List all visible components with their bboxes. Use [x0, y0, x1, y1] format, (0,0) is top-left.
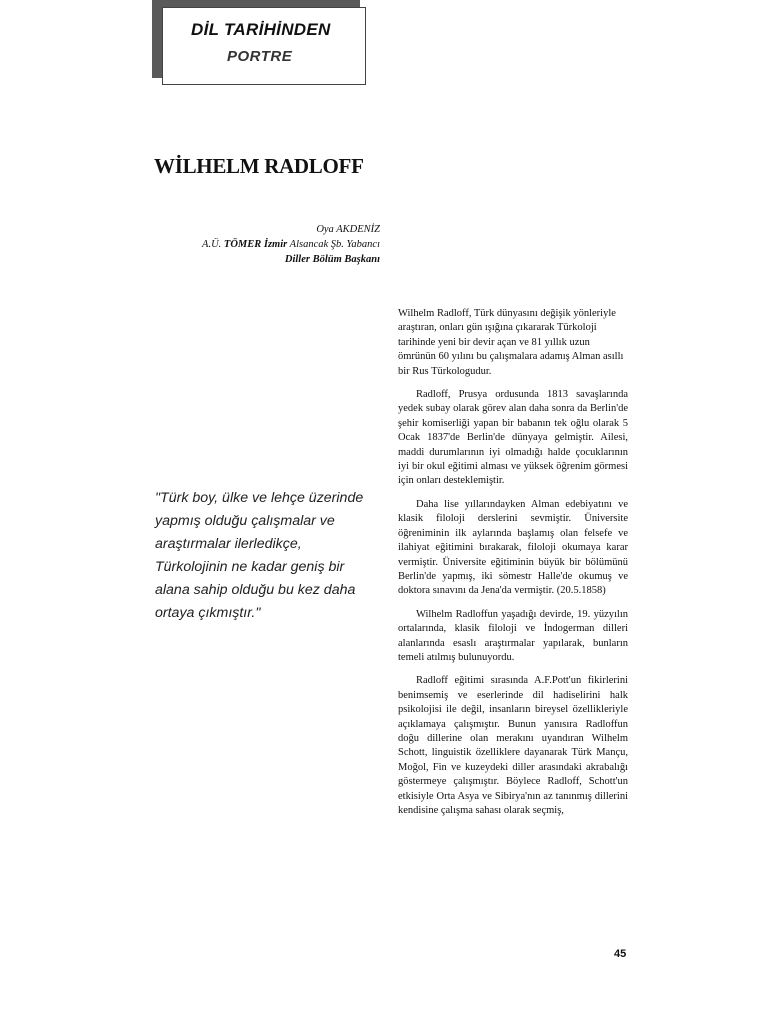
- author-affiliation-bold: TÖMER İzmir: [223, 239, 288, 250]
- author-affiliation-prefix: A.Ü.: [202, 239, 222, 250]
- section-subtitle: PORTRE: [227, 48, 293, 65]
- author-block: [140, 222, 380, 267]
- pull-quote: "Türk boy, ülke ve lehçe üzerinde yapmış olduğu çalışmalar ve araştırmalar ilerledikçe, Türkolojinin ne kadar geniş bir alana sahip olduğu bu kez daha ortaya çıkmıştır.": [155, 490, 364, 621]
- paragraph: Wilhelm Radloffun yaşadığı devirde, 19. yüzyılın ortalarında, klasik filoloji ve İndogerman dilleri alanlarında esaslı araştırmalar yapılarak, bunların temeli atılmış bulunuyordu.: [398, 608, 628, 663]
- paragraph: Wilhelm Radloff, Türk dünyasını değişik yönleriyle araştıran, onları gün ışığına çıkararak Türkoloji tarihinde yeni bir devir açan ve 81 yıllık uzun ömrünün 60 yılını bu çalışmalara adamış Alman asıllı bir Rus Türkologudur.: [398, 308, 624, 377]
- author-affiliation-rest: Alsancak Şb. Yabancı: [289, 239, 380, 250]
- author-name: Oya AKDENİZ: [316, 224, 380, 235]
- paragraph: Daha lise yıllarındayken Alman edebiyatını ve klasik filoloji derslerini sevmiştir. Üniversite öğreniminin ilk aylarında başlamış olan felsefe ve ilahiyat eğitimini bırakarak, filoloji okumaya karar vermiştir. Üniversite eğitiminin büyük bir bölümünü Berlin'de yapmış, iki sömestr Halle'de okumuş ve doktora sınavını da Jena'da vermiştir. (20.5.1858): [398, 498, 628, 597]
- section-title: DİL TARİHİNDEN: [191, 20, 331, 39]
- article-body: [398, 307, 628, 827]
- paragraph: Radloff eğitimi sırasında A.F.Pott'un fikirlerini benimsemiş ve eserlerinde dil hadiselirini halk psikolojisi ile değil, insanların bireysel özellikleriyle açıklamaya çalışmıştır. Bunun yanısıra Radloffun doğu dillerine olan merakını uyandıran Wilhelm Schott, linguistik özelliklere dayanarak Türk Mançu, Moğol, Fin ve kuzeydeki diller arasındaki akrabalığı göstermeye çalışmıştır. Böylece Radloff, Schott'un etkisiyle Orta Asya ve Sibirya'nın az tanınmış dillerini kendisine çalışma sahası olarak seçmiş,: [398, 675, 628, 816]
- paragraph: Radloff, Prusya ordusunda 1813 savaşlarında yedek subay olarak görev alan daha sonra da Berlin'de şehir komiserliği yapan bir babanın tek oğlu olarak 5 Ocak 1837'de Berlin'de dünyaya gelmiştir. Ailesi, maddi durumlarının iyi olmadığı halde çocuklarının iyi bir okul eğitimi alması ve yüksek öğrenim görmesi için onları desteklemiştir.: [398, 389, 628, 487]
- section-header-box: [162, 7, 366, 85]
- page-number: 45: [614, 948, 627, 960]
- author-affiliation: [140, 237, 380, 252]
- article-title: WİLHELM RADLOFF: [154, 154, 364, 178]
- author-position: Diller Bölüm Başkanı: [284, 254, 380, 265]
